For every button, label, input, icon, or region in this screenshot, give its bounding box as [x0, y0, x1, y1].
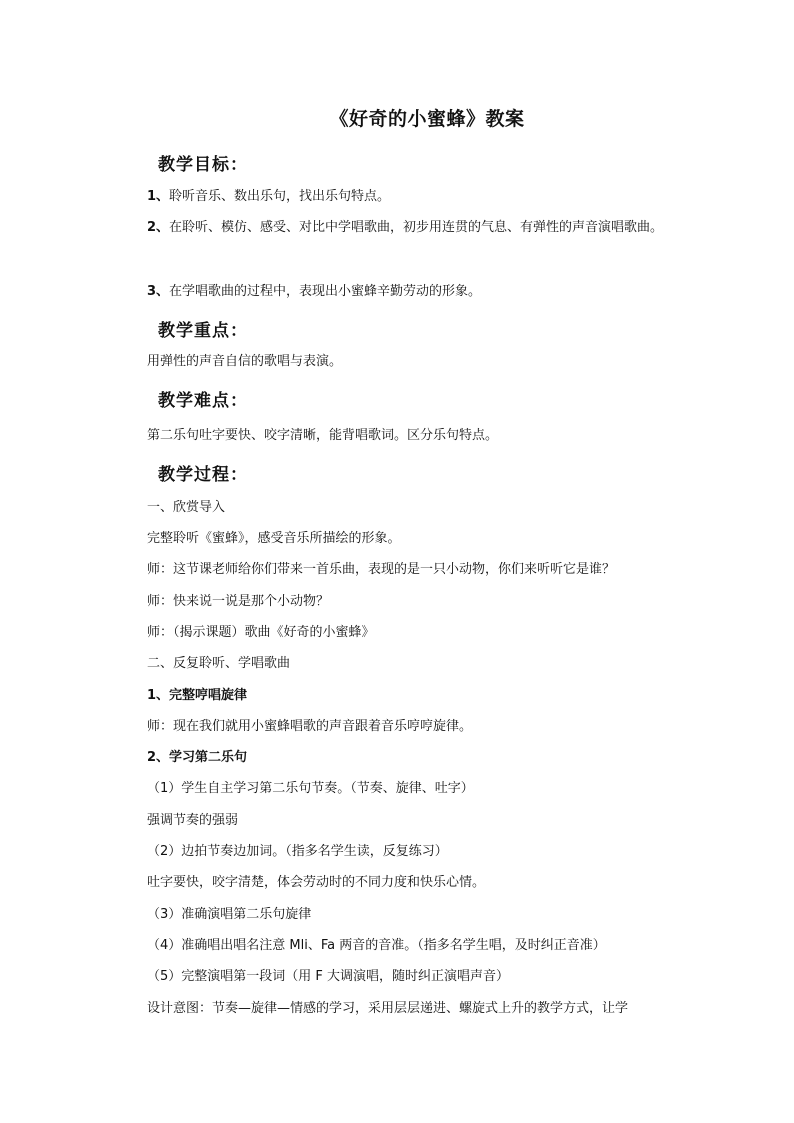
- section-heading-goals: 教学目标：: [158, 155, 248, 175]
- goal-item-1: [147, 182, 687, 211]
- goal-item-number: 3、: [147, 284, 170, 299]
- page-title: 《好奇的小蜜蜂》教案: [329, 108, 525, 130]
- process-line: 师：（揭示课题）歌曲《好奇的小蜜蜂》: [147, 625, 375, 640]
- process-line: 师：快来说一说是那个小动物？: [147, 594, 330, 609]
- process-line: 师：这节课老师给你们带来一首乐曲，表现的是一只小动物，你们来听听它是谁？: [147, 562, 616, 577]
- process-line: 1、完整哼唱旋律: [147, 688, 248, 703]
- process-line: 设计意图：节奏—旋律—情感的学习，采用层层递进、螺旋式上升的教学方式，让学: [147, 1001, 629, 1016]
- process-line: 师：现在我们就用小蜜蜂唱歌的声音跟着音乐哼哼旋律。: [147, 719, 473, 734]
- section-heading-process: 教学过程：: [158, 465, 248, 485]
- process-line: （5）完整演唱第一段词（用 F 大调演唱，随时纠正演唱声音）: [147, 969, 510, 984]
- goal-item-text: 聆听音乐、数出乐句，找出乐句特点。: [169, 189, 391, 204]
- process-line: （3）准确演唱第二乐句旋律: [147, 907, 312, 922]
- goal-item-2: [120, 212, 690, 243]
- key-text: 用弹性的声音自信的歌唱与表演。: [147, 354, 343, 369]
- goal-item-3: [147, 277, 687, 306]
- process-line: 吐字要快，咬字清楚，体会劳动时的不同力度和快乐心情。: [147, 875, 486, 890]
- process-line: （1）学生自主学习第二乐句节奏。（节奏、旋律、吐字）: [147, 781, 474, 796]
- goal-item-text: 在学唱歌曲的过程中，表现出小蜜蜂辛勤劳动的形象。: [169, 284, 482, 299]
- goal-item-number: 2、: [147, 220, 170, 235]
- process-line: 完整聆听《蜜蜂》，感受音乐所描绘的形象。: [147, 531, 401, 546]
- process-line: （2）边拍节奏边加词。（指多名学生读，反复练习）: [147, 844, 448, 859]
- goal-item-text: 在聆听、模仿、感受、对比中学唱歌曲，初步用连贯的气息、有弹性的声音演唱歌曲。: [169, 220, 664, 235]
- process-line: 强调节奏的强弱: [147, 813, 239, 828]
- goal-item-number: 1、: [147, 189, 170, 204]
- process-line: 2、学习第二乐句: [147, 750, 248, 765]
- process-line: （4）准确唱出唱名注意 Mli、Fa 两音的音准。（指多名学生唱，及时纠正音准）: [147, 938, 606, 953]
- section-heading-difficulty: 教学难点：: [158, 391, 248, 411]
- process-line: 一、欣赏导入: [147, 500, 226, 515]
- difficulty-text: 第二乐句吐字要快、咬字清晰，能背唱歌词。区分乐句特点。: [147, 428, 499, 443]
- process-line: 二、反复聆听、学唱歌曲: [147, 656, 291, 671]
- section-heading-key: 教学重点：: [158, 321, 248, 341]
